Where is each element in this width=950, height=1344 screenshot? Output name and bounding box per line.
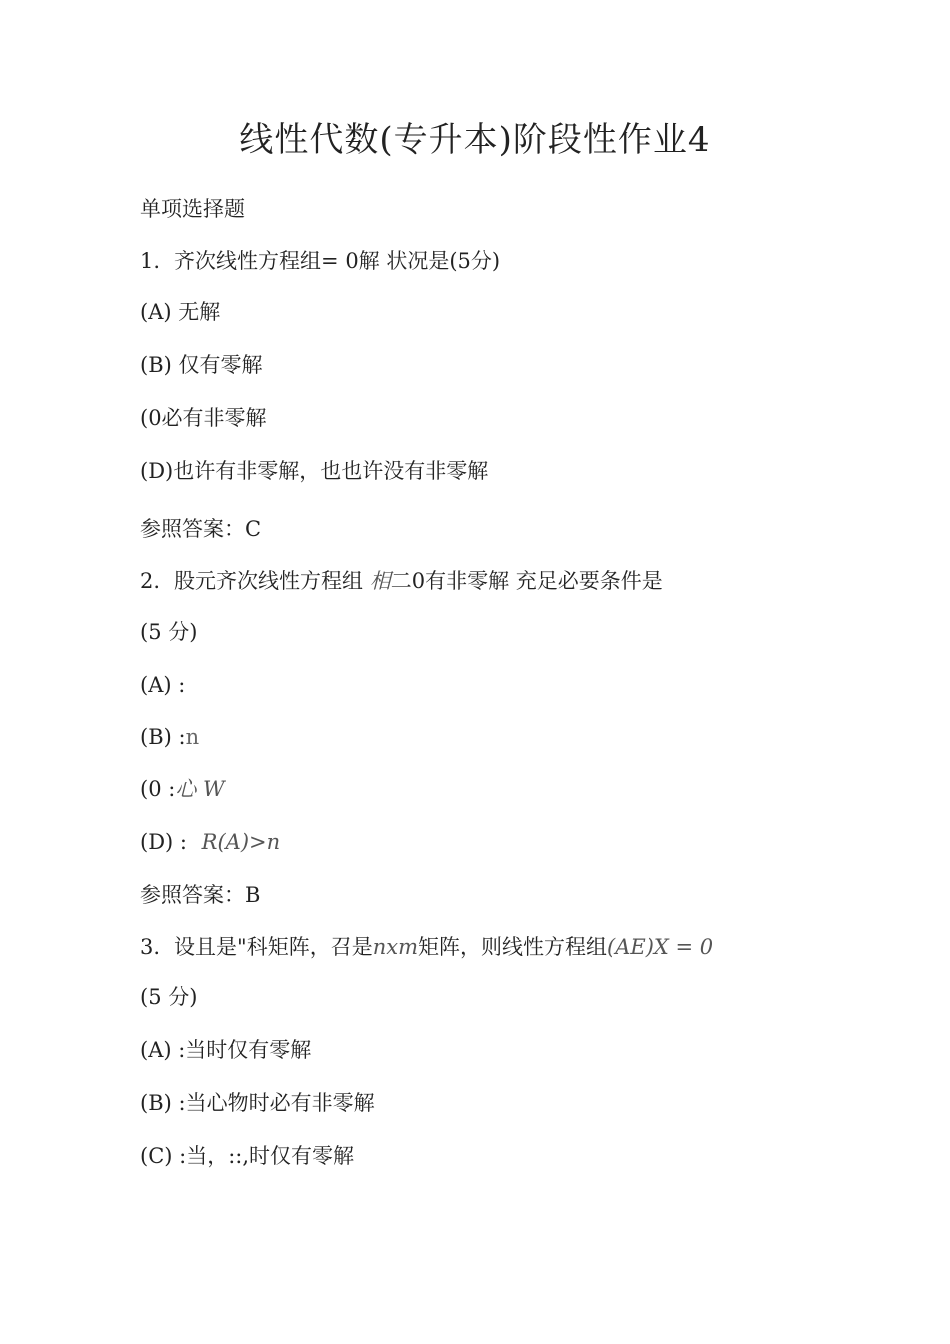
question-1-option-a: (A) 无解 bbox=[140, 300, 221, 324]
section-heading: 单项选择题 bbox=[140, 197, 245, 221]
question-3 bbox=[140, 932, 713, 962]
question-1-answer: 参照答案：C bbox=[140, 517, 262, 541]
question-1-option-c: (0必有非零解 bbox=[140, 406, 267, 430]
question-2-option-c bbox=[140, 774, 225, 804]
question-2-text-pre: 股元齐次线性方程组 bbox=[174, 569, 364, 593]
question-2-option-d-label: (D) : bbox=[140, 830, 187, 854]
question-2-option-b-label: (B) : bbox=[140, 725, 186, 749]
question-2-text-post: 二0有非零解 充足必要条件是 bbox=[390, 569, 663, 593]
question-3-text-italic-2: (AE)X = 0 bbox=[607, 935, 714, 959]
question-2-option-a: (A) : bbox=[140, 673, 186, 697]
question-1-text: 齐次线性方程组= 0解 状况是(5分) bbox=[174, 249, 501, 273]
question-2-option-b-value: n bbox=[185, 725, 200, 749]
question-2-number: 2. bbox=[140, 569, 161, 593]
question-3-text-pre: 设且是"科矩阵，召是 bbox=[174, 935, 373, 959]
question-3-text-mid: 矩阵，则线性方程组 bbox=[418, 935, 607, 959]
question-3-number: 3. bbox=[140, 935, 161, 959]
question-1-option-d: (D)也许有非零解，也也许没有非零解 bbox=[140, 459, 489, 483]
page-title: 线性代数(专升本)阶段性作业4 bbox=[239, 120, 711, 160]
question-3-text-italic-1: nxm bbox=[372, 935, 418, 959]
question-1-number: 1. bbox=[140, 249, 161, 273]
question-3-option-a: (A) :当时仅有零解 bbox=[140, 1038, 312, 1062]
question-2 bbox=[140, 566, 663, 596]
question-2-option-b bbox=[140, 722, 199, 752]
question-2-option-c-value: 心 W bbox=[175, 777, 225, 801]
question-2-answer: 参照答案：B bbox=[140, 883, 261, 907]
question-2-option-d-value: R(A)>n bbox=[201, 830, 281, 854]
question-3-score: (5 分) bbox=[140, 985, 198, 1009]
question-1 bbox=[140, 246, 500, 276]
question-2-option-c-label: (0 : bbox=[140, 777, 176, 801]
question-3-option-b: (B) :当心物时必有非零解 bbox=[140, 1091, 375, 1115]
question-2-text-italic: 相 bbox=[369, 569, 391, 593]
question-1-option-b: (B) 仅有零解 bbox=[140, 353, 263, 377]
question-3-option-c: (C) :当，::,时仅有零解 bbox=[140, 1144, 355, 1168]
question-2-option-d bbox=[140, 827, 280, 857]
question-2-score: (5 分) bbox=[140, 620, 198, 644]
